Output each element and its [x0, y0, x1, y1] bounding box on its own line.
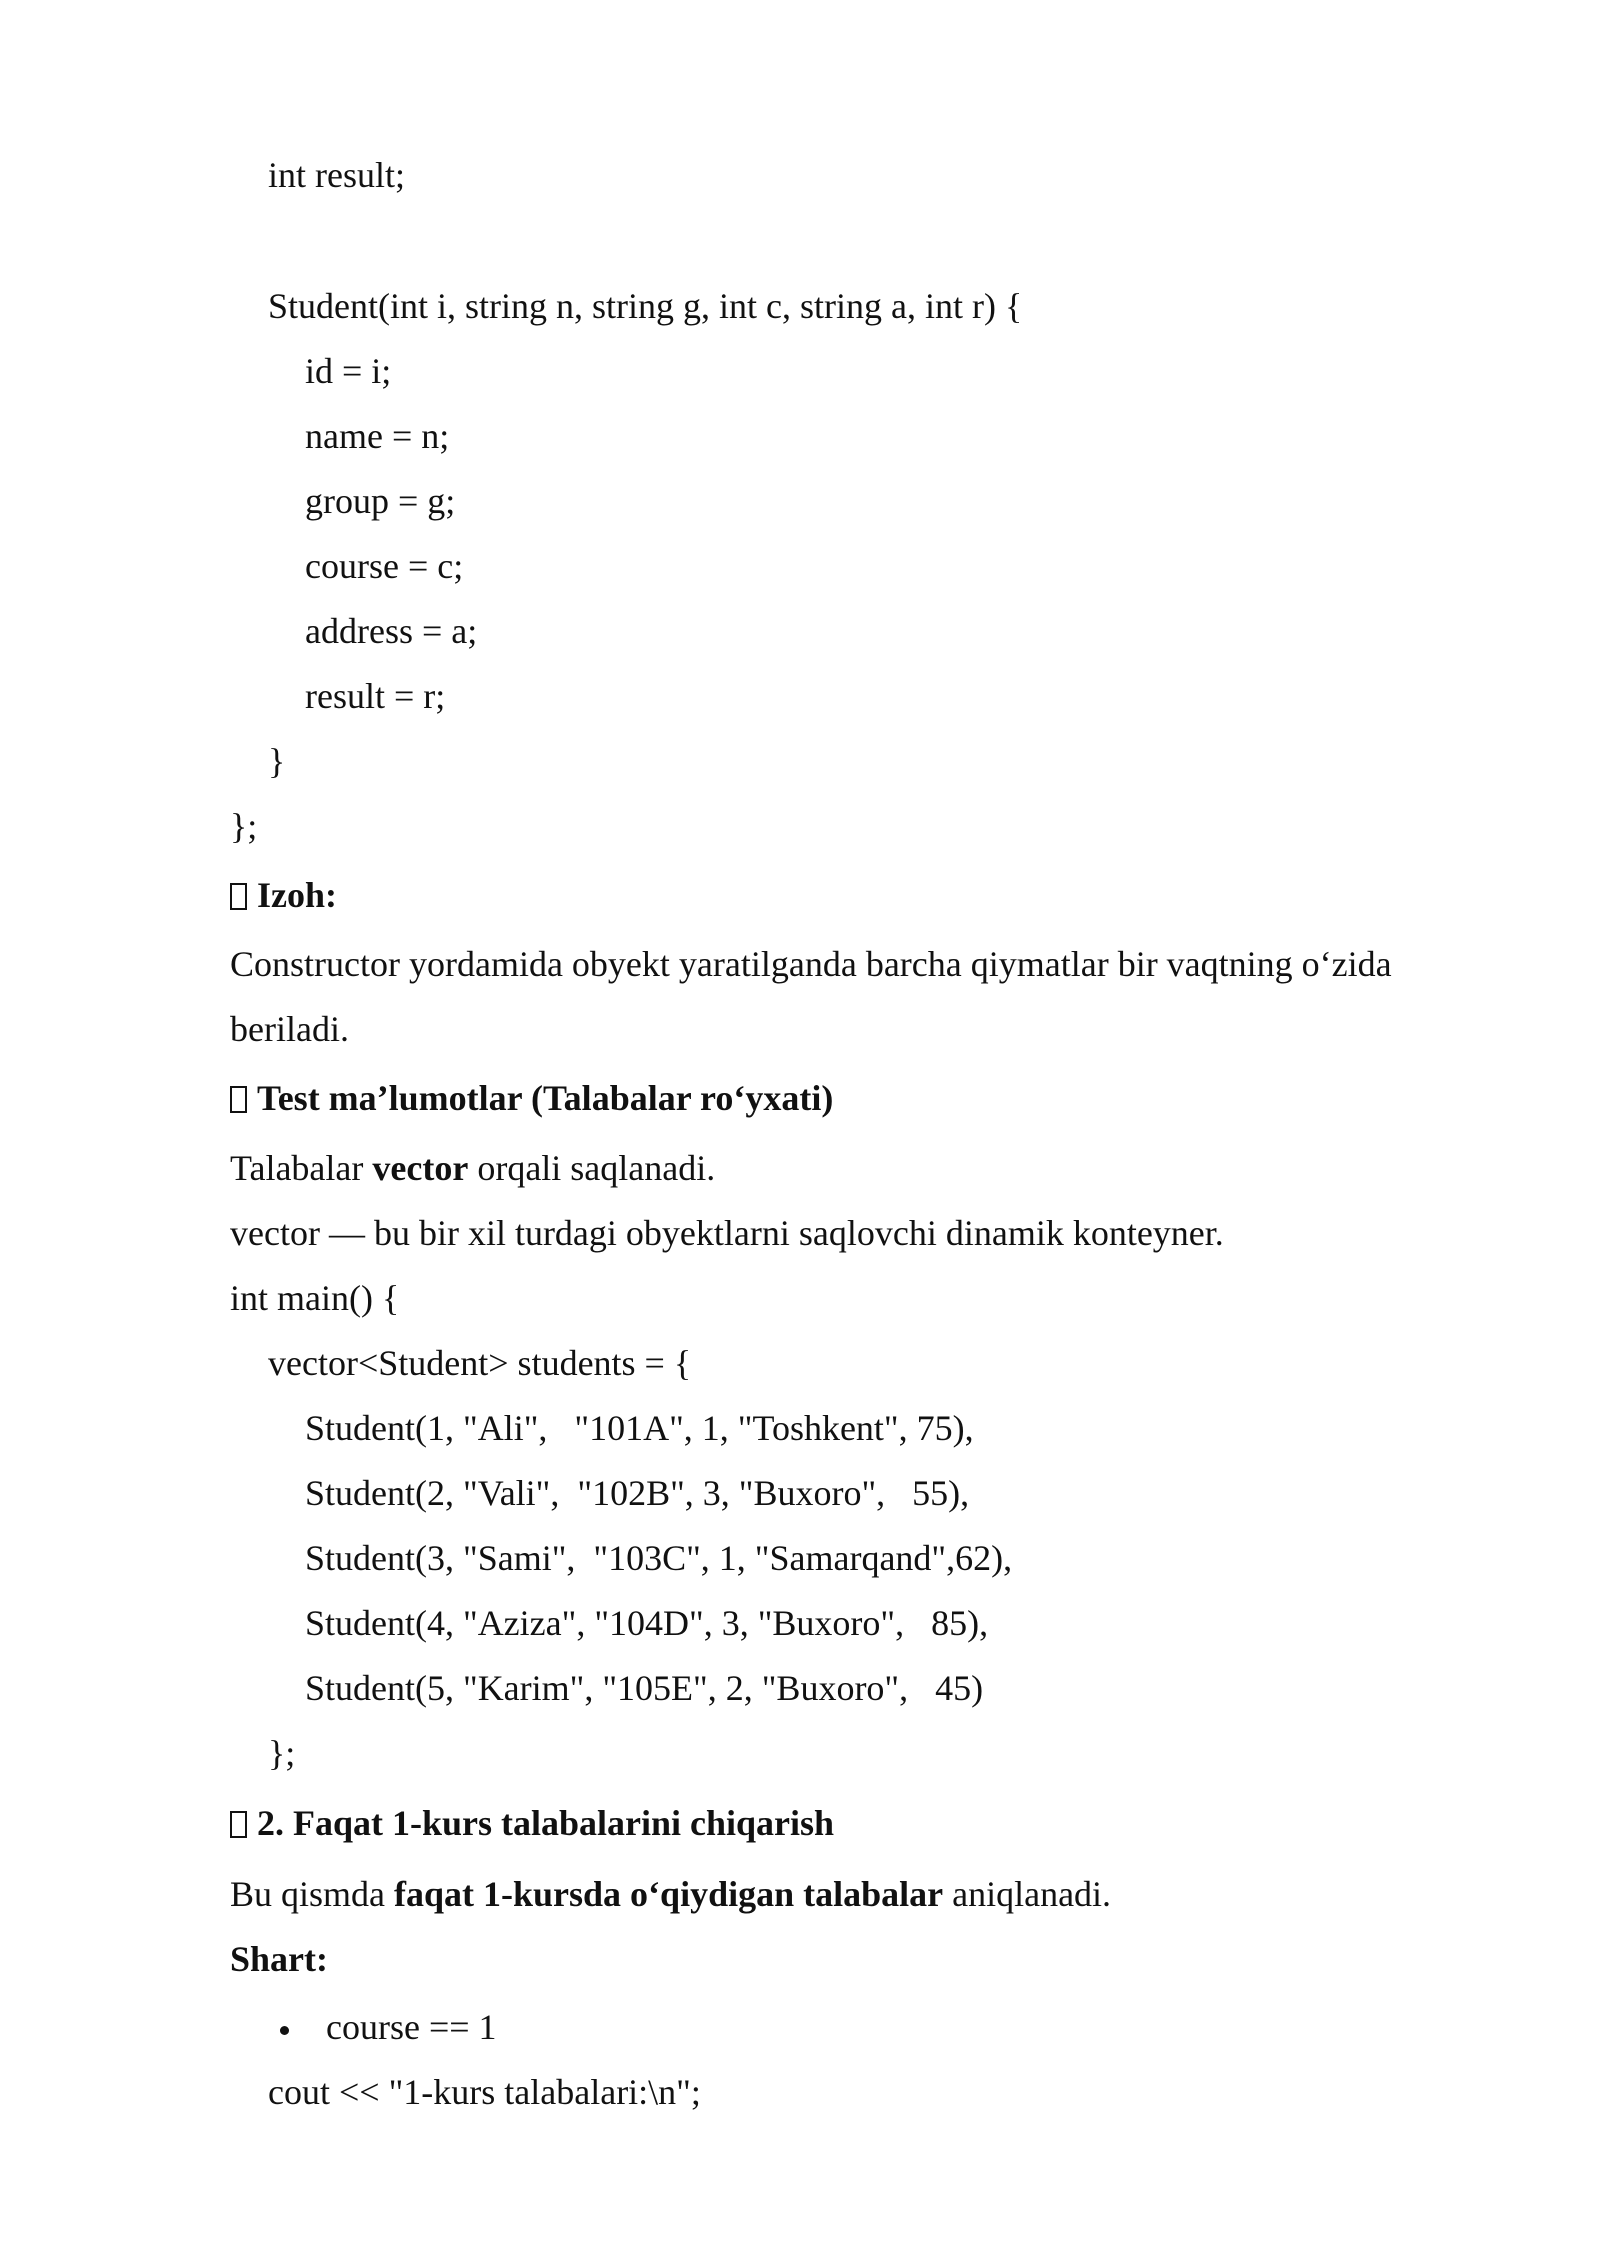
code-line-ctor-close: }: [268, 741, 286, 781]
para-text: Talabalar: [230, 1148, 373, 1188]
bullet-item: course == 1: [326, 2007, 497, 2047]
code-line-student: Student(5, "Karim", "105E", 2, "Buxoro", 45): [305, 1668, 984, 1708]
izoh-heading-text: Izoh:: [257, 875, 337, 915]
code-line-ctor-body: result = r;: [305, 676, 446, 716]
code-line-main-open: int main() {: [230, 1278, 400, 1318]
code-line-ctor-body: group = g;: [305, 481, 456, 521]
code-line-ctor-body: id = i;: [305, 351, 392, 391]
izoh-text-line-1: Constructor yordamida obyekt yaratilganda barcha qiymatlar bir vaqtning o‘zida: [230, 944, 1392, 984]
code-line-cout: cout << "1-kurs talabalari:\n";: [268, 2072, 701, 2112]
missing-glyph-box-icon: [230, 1086, 247, 1113]
izoh-text-line-2: beriladi.: [230, 1009, 349, 1049]
code-line-student: Student(4, "Aziza", "104D", 3, "Buxoro", 85),: [305, 1603, 989, 1643]
test-section-para-2: vector — bu bir xil turdagi obyektlarni saqlovchi dinamik konteyner.: [230, 1213, 1224, 1253]
code-line-student: Student(3, "Sami", "103C", 1, "Samarqand",62),: [305, 1538, 1013, 1578]
code-line-student: Student(1, "Ali", "101A", 1, "Toshkent", 75),: [305, 1408, 974, 1448]
para-bold-text: vector: [372, 1148, 469, 1188]
code-line-vector-decl: vector<Student> students = {: [268, 1343, 692, 1383]
para-bold-text: faqat 1-kursda o‘qiydigan talabalar: [394, 1874, 944, 1914]
section-2-heading: [230, 1801, 834, 1845]
code-line-vector-close: };: [268, 1733, 296, 1773]
test-section-heading-text: Test ma’lumotlar (Talabalar ro‘yxati): [257, 1078, 834, 1118]
code-line-ctor-signature: Student(int i, string n, string g, int c, string a, int r) {: [268, 286, 1023, 326]
para-text: Bu qismda: [230, 1874, 395, 1914]
para-text: aniqlanadi.: [943, 1874, 1112, 1914]
missing-glyph-box-icon: [230, 883, 247, 910]
code-line-student: Student(2, "Vali", "102B", 3, "Buxoro", 55),: [305, 1473, 970, 1513]
shart-label: Shart:: [230, 1939, 328, 1979]
missing-glyph-box-icon: [230, 1811, 247, 1838]
code-line-ctor-body: course = c;: [305, 546, 464, 586]
section-2-heading-text: 2. Faqat 1-kurs talabalarini chiqarish: [257, 1803, 835, 1843]
test-section-heading: [230, 1076, 833, 1120]
section-2-para: [230, 1872, 1111, 1916]
izoh-heading: [230, 873, 337, 917]
code-line-result-decl: int result;: [268, 155, 405, 195]
bullet-icon: [280, 2026, 289, 2035]
code-line-ctor-body: name = n;: [305, 416, 450, 456]
test-section-para-1: [230, 1146, 715, 1190]
para-text: orqali saqlanadi.: [468, 1148, 716, 1188]
code-line-ctor-body: address = a;: [305, 611, 478, 651]
code-line-class-close: };: [230, 806, 258, 846]
